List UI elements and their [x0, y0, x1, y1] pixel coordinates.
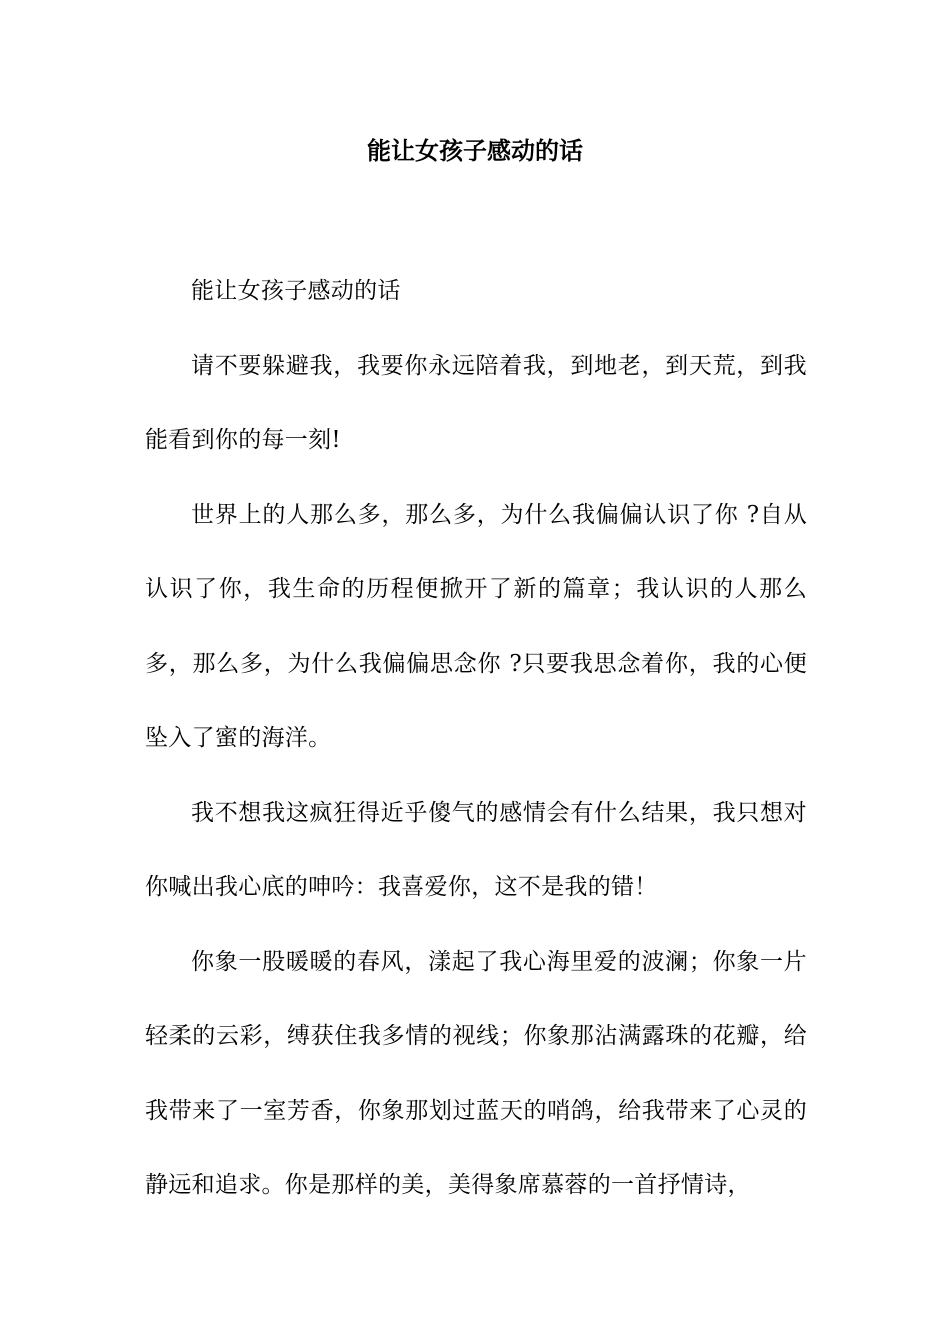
paragraph-4: 我不想我这疯狂得近乎傻气的感情会有什么结果，我只想对你喊出我心底的呻吟：我喜爱你，这不是我的错！ — [145, 799, 807, 900]
document-title: 能让女孩子感动的话 — [367, 137, 583, 165]
paragraph-5: 你象一股暖暖的春风，漾起了我心海里爱的波澜；你象一片轻柔的云彩，缚获住我多情的视线；你象那沾满露珠的花瓣，给我带来了一室芳香，你象那划过蓝天的哨鸽，给我带来了心灵的静远和追求。你是那样的美，美得象席慕蓉的一首抒情诗， — [145, 948, 807, 1198]
paragraph-2: 请不要躲避我，我要你永远陪着我，到地老，到天荒，到我能看到你的每一刻! — [145, 352, 807, 453]
paragraph-1: 能让女孩子感动的话 — [191, 278, 401, 304]
document-body — [145, 254, 807, 1223]
paragraph-3: 世界上的人那么多，那么多，为什么我偏偏认识了你 ?自从认识了你，我生命的历程便掀开了新的篇章；我认识的人那么多，那么多，为什么我偏偏思念你 ?只要我思念着你，我的心便坠入了蜜的海洋。 — [145, 501, 807, 751]
